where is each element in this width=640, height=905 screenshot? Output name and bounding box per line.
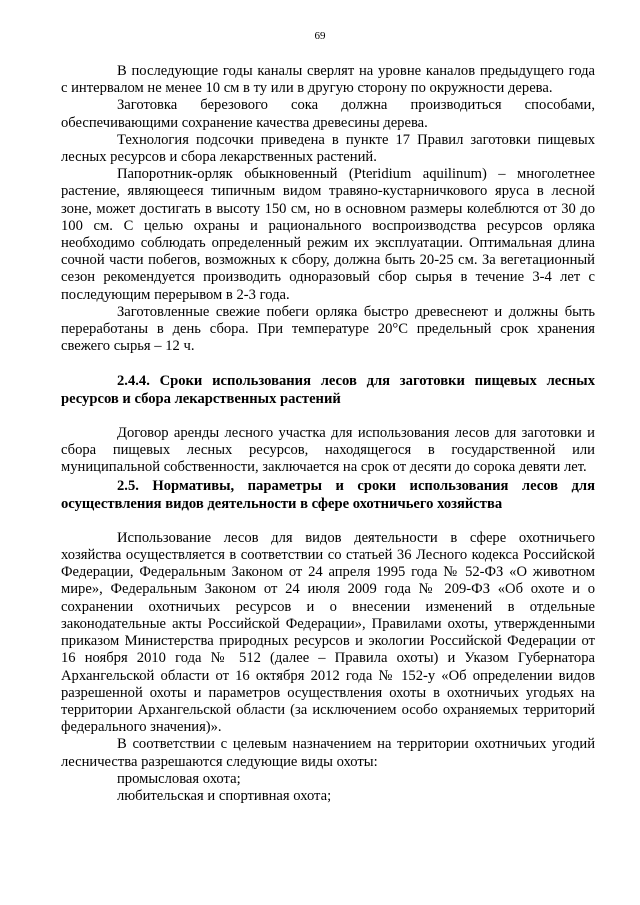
section-heading-2-5: 2.5. Нормативы, параметры и сроки использования лесов для осуществления видов деятельности в сфере охотничьего хозяйства bbox=[61, 478, 595, 512]
paragraph-channels: В последующие годы каналы сверлят на уровне каналов предыдущего года с интервалом не менее 10 см в ту или в другую сторону по окружности дерева. bbox=[61, 63, 595, 97]
paragraph-tapping-technology: Технология подсочки приведена в пункте 17 Правил заготовки пищевых лесных ресурсов и сбора лекарственных растений. bbox=[61, 131, 595, 166]
paragraph-birch-sap: Заготовка березового сока должна производиться способами, обеспечивающими сохранение качества древесины дерева. bbox=[61, 97, 595, 131]
paragraph-bracken-fern: Папоротник-орляк обыкновенный (Pteridium aquilinum) – многолетнее растение, являющееся типичным видом травяно-кустарничкового яруса в лесной зоне, может достигать в высоту 150 см, но в основном размеры колеблются от 30 до 100 см. С целью охраны и рационального воспроизводства ресурсов орляка необходимо соблюдать определенный режим их эксплуатации. Оптимальная длина сочной части побегов, возможных к сбору, должна быть 20-25 см. За вегетационный сезон рекомендуется производить одноразовый сбор сырья в течение 3-4 лет с последующим перерывом в 2-3 года. bbox=[61, 166, 595, 303]
paragraph-hunting-types: В соответствии с целевым назначением на территории охотничьих угодий лесничества разрешаются следующие виды охоты: bbox=[61, 736, 595, 770]
paragraph-bracken-storage: Заготовленные свежие побеги орляка быстро древеснеют и должны быть переработаны в день сбора. При температуре 20°С предельный срок хранения свежего сырья – 12 ч. bbox=[61, 303, 595, 355]
paragraph-hunting-legislation: Использование лесов для видов деятельности в сфере охотничьего хозяйства осуществляется в соответствии со статьей 36 Лесного кодекса Российской Федерации, Федеральным Законом от 24 апреля 1995 года № 52-ФЗ «О животном мире», Федеральным Законом от 24 июля 2009 года № 209-ФЗ «Об охоте и о сохранении охотничьих ресурсов и о внесении изменений в отдельные законодательные акты Российской Федерации», Правилами охоты, утвержденными приказом Министерства природных ресурсов и экологии Российской Федерации от 16 ноября 2010 года № 512 (далее – Правила охоты) и Указом Губернатора Архангельской области от 16 октября 2012 года № 152-у «Об определении видов разрешенной охоты и параметров осуществления охоты в охотничьих угодьях на территории Архангельской области (за исключением особо охраняемых территорий федерального значения)». bbox=[61, 529, 595, 736]
paragraph-lease-term: Договор аренды лесного участка для использования лесов для заготовки и сбора пищевых лесных ресурсов, находящегося в государственной или муниципальной собственности, заключается на срок от десяти до сорока девяти лет. bbox=[61, 424, 595, 476]
list-item: любительская и спортивная охота; bbox=[117, 787, 332, 804]
section-heading-2-4-4: 2.4.4. Сроки использования лесов для заготовки пищевых лесных ресурсов и сбора лекарственных растений bbox=[61, 373, 595, 407]
page-number: 69 bbox=[314, 30, 326, 42]
list-item: промысловая охота; bbox=[117, 770, 241, 787]
page-content bbox=[61, 63, 595, 805]
